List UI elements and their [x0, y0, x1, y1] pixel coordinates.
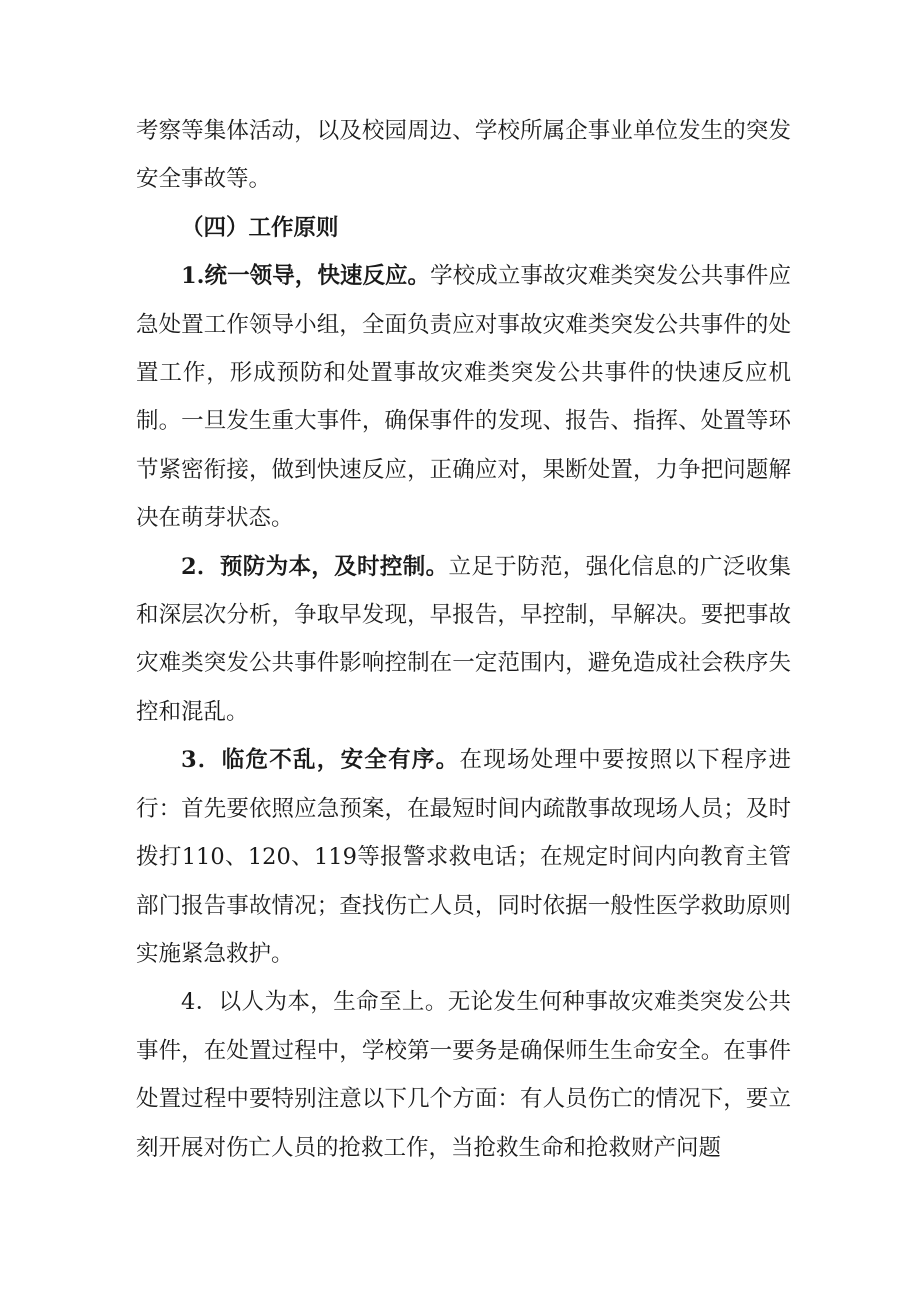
section-heading-paragraph	[136, 204, 791, 252]
principle-4-text: 4．以人为本，生命至上。无论发生何种事故灾难类突发公共事件，在处置过程中，学校第一要务是确保师生生命安全。在事件处置过程中要特别注意以下几个方面：有人员伤亡的情况下，要立刻开展对伤亡人员的抢救工作，当抢救生命和抢救财产问题	[136, 989, 791, 1161]
paragraph-text: 考察等集体活动，以及校园周边、学校所属企事业单位发生的突发安全事故等。	[136, 118, 791, 193]
principle-3-paragraph	[136, 736, 791, 978]
principle-3-title: 3．临危不乱，安全有序。	[181, 747, 460, 774]
principle-1-title: 1.统一领导，快速反应。	[181, 263, 431, 290]
principle-4-paragraph	[136, 978, 791, 1172]
document-body	[136, 107, 791, 1172]
paragraph-continuation	[136, 107, 791, 204]
principle-2-title: 2．预防为本，及时控制。	[181, 553, 449, 580]
section-heading: （四）工作原则	[181, 214, 339, 241]
principle-1-text: 学校成立事故灾难类突发公共事件应急处置工作领导小组，全面负责应对事故灾难类突发公共事件的处置工作，形成预防和处置事故灾难类突发公共事件的快速反应机制。一旦发生重大事件，确保事件的发现、报告、指挥、处置等环节紧密衔接，做到快速反应，正确应对，果断处置，力争把问题解决在萌芽状态。	[136, 263, 791, 532]
principle-2-text: 立足于防范，强化信息的广泛收集和深层次分析，争取早发现，早报告，早控制，早解决。要把事故灾难类突发公共事件影响控制在一定范围内，避免造成社会秩序失控和混乱。	[136, 553, 791, 725]
principle-3-text: 在现场处理中要按照以下程序进行：首先要依照应急预案，在最短时间内疏散事故现场人员；及时拨打110、120、119等报警求救电话；在规定时间内向教育主管部门报告事故情况；查找伤亡人员，同时依据一般性医学救助原则实施紧急救护。	[136, 747, 791, 967]
principle-2-paragraph	[136, 543, 791, 737]
principle-1-paragraph	[136, 252, 791, 542]
